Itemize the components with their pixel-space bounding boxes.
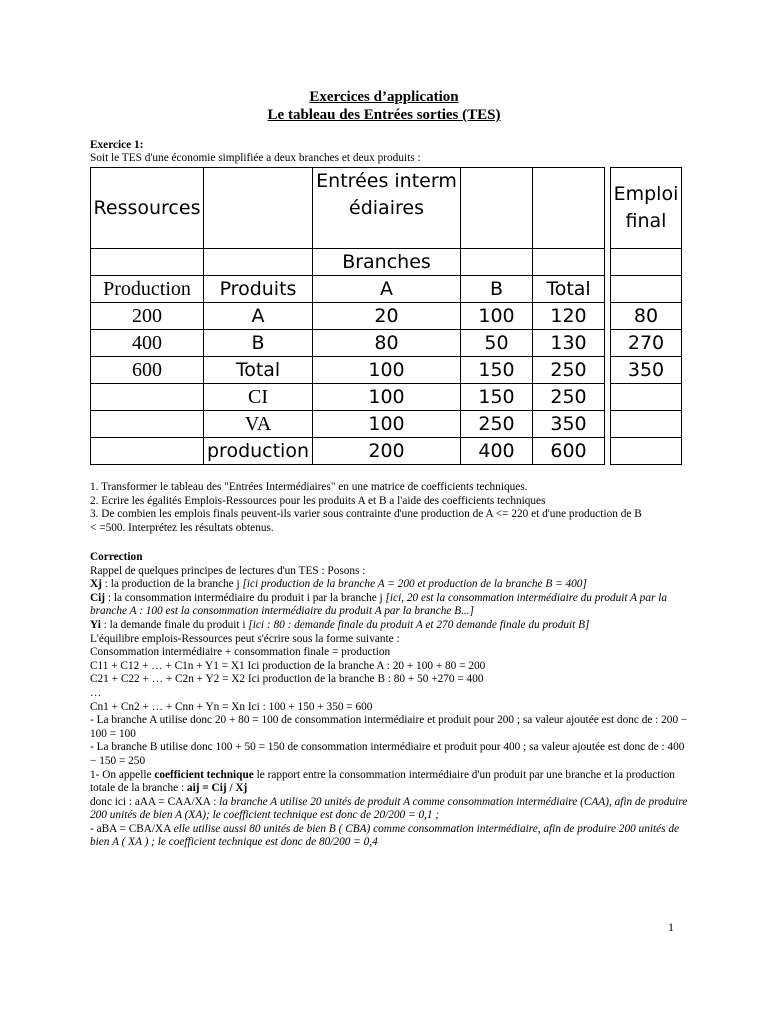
cell-produit: CI bbox=[204, 384, 313, 411]
cell-emploi-final bbox=[611, 384, 682, 411]
header-emploi-final: Emploi final bbox=[611, 168, 682, 249]
header-empty bbox=[461, 168, 533, 249]
table-row bbox=[91, 357, 682, 384]
explanation: la branche A utilise 20 unités de produit A comme consommation intermédiaire (CAA), afin de produire 200 unités de bien A (XA); le coefficient technique est donc de 20/200 = 0,1 ; bbox=[90, 795, 688, 822]
cell-a: 100 bbox=[313, 411, 461, 438]
text: 1- On appelle bbox=[90, 768, 155, 781]
equation-2: C21 + C22 + … + C2n + Y2 = X2 Ici production de la branche B : 80 + 50 +270 = 400 bbox=[90, 673, 484, 686]
cell-b: 250 bbox=[461, 411, 533, 438]
term-xj: Xj bbox=[90, 578, 102, 591]
text: : la demande finale du produit i bbox=[100, 618, 249, 631]
cell-emploi-final bbox=[611, 438, 682, 465]
cell-empty bbox=[533, 249, 605, 276]
cell-ressource bbox=[91, 438, 204, 465]
header-total: Total bbox=[533, 276, 605, 303]
cell-produit: VA bbox=[204, 411, 313, 438]
cell-b: 400 bbox=[461, 438, 533, 465]
header-empty bbox=[204, 168, 313, 249]
text: - aBA = CBA/XA bbox=[90, 822, 174, 835]
cell-produit: production bbox=[204, 438, 313, 465]
cell-total: 120 bbox=[533, 303, 605, 330]
question-2: 2. Ecrire les égalités Emplois-Ressources pour les produits A et B a l'aide des coefficients techniques bbox=[90, 494, 546, 507]
table-row bbox=[91, 330, 682, 357]
cell-empty bbox=[204, 249, 313, 276]
cell-empty bbox=[461, 249, 533, 276]
cell-ressource: 400 bbox=[91, 330, 204, 357]
cell-ressource bbox=[91, 384, 204, 411]
example: [ici : 80 : demande finale du produit A et 270 demande finale du produit B] bbox=[248, 618, 590, 631]
page-number: 1 bbox=[668, 920, 674, 934]
coefficient-definition bbox=[90, 769, 690, 796]
cell-produit: A bbox=[204, 303, 313, 330]
title-exercices: Exercices d’application bbox=[309, 89, 459, 105]
tes-table bbox=[90, 167, 682, 465]
header-branch-a: A bbox=[313, 276, 461, 303]
table-row bbox=[91, 384, 682, 411]
cell-b: 100 bbox=[461, 303, 533, 330]
example: [ici production de la branche A = 200 et production de la branche B = 400] bbox=[242, 578, 587, 591]
cell-ressource: 200 bbox=[91, 303, 204, 330]
explanation: elle utilise aussi 80 unités de bien B ( CBA) comme consommation intermédiaire, afin de produire 200 unités de bien A ( XA ) ; le coefficient technique est donc de 80/200 = 0,4 bbox=[90, 822, 680, 849]
cell-empty bbox=[91, 249, 204, 276]
correction-label: Correction bbox=[90, 551, 143, 563]
cell-total: 250 bbox=[533, 384, 605, 411]
branch-a-text: - La branche A utilise donc 20 + 80 = 100 de consommation intermédiaire et produit pour 200 ; sa valeur ajoutée est donc de : 200 − 100 = 100 bbox=[90, 714, 688, 740]
cell-ressource bbox=[91, 411, 204, 438]
cell-a: 80 bbox=[313, 330, 461, 357]
equation-n: Cn1 + Cn2 + … + Cnn + Yn = Xn Ici : 100 + 150 + 350 = 600 bbox=[90, 700, 373, 713]
cell-a: 100 bbox=[313, 384, 461, 411]
questions-block bbox=[90, 481, 690, 535]
definition-xj bbox=[90, 578, 690, 592]
equilibrium-intro: L'équilibre emplois-Ressources peut s'écrire sous la forme suivante : bbox=[90, 632, 400, 645]
cell-empty bbox=[611, 276, 682, 303]
definition-yi bbox=[90, 619, 690, 633]
header-branches: Branches bbox=[313, 249, 461, 276]
question-1: 1. Transformer le tableau des "Entrées Intermédiaires" en une matrice de coefficients techniques. bbox=[90, 481, 528, 493]
cell-emploi-final: 80 bbox=[611, 303, 682, 330]
cell-b: 50 bbox=[461, 330, 533, 357]
cell-b: 150 bbox=[461, 384, 533, 411]
coefficient-aba bbox=[90, 823, 690, 850]
cell-emploi-final: 270 bbox=[611, 330, 682, 357]
text: : la consommation intermédiaire du produit i par la branche j bbox=[105, 591, 386, 604]
title-tes: Le tableau des Entrées sorties (TES) bbox=[267, 107, 501, 123]
table-row bbox=[91, 303, 682, 330]
correction-block bbox=[90, 551, 690, 850]
table-row bbox=[91, 438, 682, 465]
cell-a: 20 bbox=[313, 303, 461, 330]
cell-emploi-final bbox=[611, 411, 682, 438]
cell-emploi-final: 350 bbox=[611, 357, 682, 384]
equilibrium-words: Consommation intermédiaire + consommation finale = production bbox=[90, 646, 391, 659]
cell-a: 200 bbox=[313, 438, 461, 465]
cell-total: 130 bbox=[533, 330, 605, 357]
cell-a: 100 bbox=[313, 357, 461, 384]
header-production: Production bbox=[91, 276, 204, 303]
cell-empty bbox=[611, 249, 682, 276]
cell-total: 350 bbox=[533, 411, 605, 438]
cell-total: 600 bbox=[533, 438, 605, 465]
text: : la production de la branche j bbox=[101, 578, 243, 591]
header-empty bbox=[533, 168, 605, 249]
definition-cij bbox=[90, 592, 690, 619]
cell-b: 150 bbox=[461, 357, 533, 384]
exercise-intro: Soit le TES d'une économie simplifiée a deux branches et deux produits : bbox=[90, 152, 421, 164]
cell-ressource: 600 bbox=[91, 357, 204, 384]
coefficient-aaa bbox=[90, 796, 690, 823]
branch-b-text: - La branche B utilise donc 100 + 50 = 150 de consommation intermédiaire et produit pour 400 ; sa valeur ajoutée est donc de : 400 − 150 = 250 bbox=[90, 741, 685, 767]
header-ressources: Ressources bbox=[91, 168, 204, 249]
equation-1: C11 + C12 + … + C1n + Y1 = X1 Ici production de la branche A : 20 + 100 + 80 = 200 bbox=[90, 659, 486, 672]
cell-produit: B bbox=[204, 330, 313, 357]
term-yi: Yi bbox=[90, 618, 101, 631]
term-coefficient: coefficient technique bbox=[154, 768, 254, 781]
question-3: 3. De combien les emplois finals peuvent-ils varier sous contrainte d'une production de A <= 220 et d'une production de B < =500. Interprétez les résultats obtenus. bbox=[90, 508, 642, 534]
header-produits: Produits bbox=[204, 276, 313, 303]
cell-total: 250 bbox=[533, 357, 605, 384]
header-branch-b: B bbox=[461, 276, 533, 303]
example: [ici, 20 est la consommation intermédiaire du produit A par la branche A : 100 est la consommation intermédiaire du produit A par la branche B...] bbox=[90, 591, 667, 618]
ellipsis: … bbox=[90, 686, 102, 699]
cell-produit: Total bbox=[204, 357, 313, 384]
table-row bbox=[91, 411, 682, 438]
text: donc ici : aAA = CAA/XA : bbox=[90, 795, 220, 808]
correction-intro: Rappel de quelques principes de lectures d'un TES : Posons : bbox=[90, 564, 366, 577]
exercise-label: Exercice 1: bbox=[90, 139, 144, 151]
header-entrees-intermediaires: Entrées intermédiaires bbox=[313, 168, 461, 249]
formula: aij = Cij / Xj bbox=[186, 782, 248, 795]
text: le rapport entre la consommation intermédiaire d'un produit par une branche et la production totale de la branche : bbox=[90, 768, 675, 795]
term-cij: Cij bbox=[90, 591, 106, 604]
